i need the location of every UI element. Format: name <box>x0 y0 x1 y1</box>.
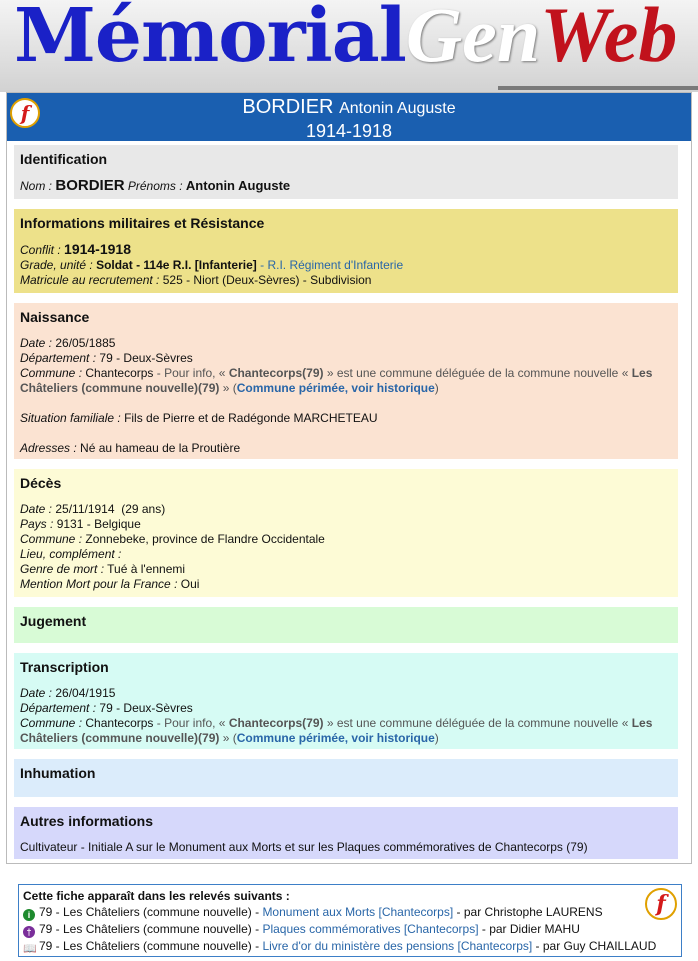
releve-link-livre[interactable]: Livre d'or du ministère des pensions [Chantecorps] <box>262 939 533 953</box>
prenoms-label: Prénoms : <box>127 179 183 193</box>
cross-plaque-icon: † <box>23 926 35 938</box>
fiche-frame <box>6 92 692 864</box>
commune-info: ) <box>434 381 439 395</box>
matricule-value: 525 - Niort (Deux-Sèvres) - Subdivision <box>162 273 372 287</box>
header-name <box>7 93 691 120</box>
autres-text: Cultivateur - Initiale A sur le Monument aux Morts et sur les Plaques commémoratives de Chantecorps (79) <box>20 840 588 854</box>
monument-icon: i <box>23 909 35 921</box>
mention-label: Mention Mort pour la France : <box>20 577 178 591</box>
commune-info: » est une commune déléguée de la commune nouvelle « <box>323 366 632 380</box>
naissance-departement-line <box>20 351 672 366</box>
commune-info: Chantecorps(79) <box>228 716 324 730</box>
logo-part-web: Web <box>540 0 678 78</box>
deces-genre-line <box>20 562 672 577</box>
adresses-line <box>20 441 672 456</box>
section-naissance <box>14 303 678 459</box>
conflit-label: Conflit : <box>20 243 61 257</box>
commune-historique-link[interactable]: Commune périmée, voir historique <box>236 731 435 745</box>
section-transcription <box>14 653 678 749</box>
naissance-date-line <box>20 336 672 351</box>
section-title: Identification <box>20 151 108 167</box>
commune-value: Chantecorps <box>85 366 154 380</box>
header-period: 1914-1918 <box>305 121 393 141</box>
f-icon[interactable]: f <box>645 888 677 920</box>
transcription-departement-line <box>20 701 672 716</box>
commune-info: Chantecorps(79) <box>228 366 324 380</box>
header-surname: BORDIER <box>242 96 334 118</box>
adresses-value: Né au hameau de la Proutière <box>80 441 241 455</box>
departement-value: 79 - Deux-Sèvres <box>99 701 193 715</box>
date-label: Date : <box>20 686 53 700</box>
commune-info: Les Châteliers (commune nouvelle)(79) <box>20 366 653 395</box>
releve-link-plaques[interactable]: Plaques commémoratives [Chantecorps] <box>262 922 479 936</box>
deces-commune-line <box>20 532 672 547</box>
logo-part-gen: Gen <box>405 0 541 78</box>
releve-author: - par Christophe LAURENS <box>453 905 603 919</box>
commune-label: Commune : <box>20 532 83 546</box>
date-label: Date : <box>20 336 53 350</box>
deces-lieu-line <box>20 547 672 562</box>
section-inhumation <box>14 759 678 797</box>
mention-value: Oui <box>180 577 200 591</box>
releve-place: 79 - Les Châteliers (commune nouvelle) - <box>39 905 263 919</box>
adresses-label: Adresses : <box>20 441 77 455</box>
deces-mention-line <box>20 577 672 592</box>
conflit-value: 1914-1918 <box>64 241 131 257</box>
section-militaire <box>14 209 678 293</box>
situation-value: Fils de Pierre et de Radégonde MARCHETEAU <box>124 411 378 425</box>
naissance-commune-line <box>20 366 672 396</box>
date-value: 26/05/1885 <box>55 336 116 350</box>
commune-value: Zonnebeke, province de Flandre Occidentale <box>85 532 325 546</box>
section-jugement <box>14 607 678 643</box>
section-identification <box>14 145 678 199</box>
date-value: 25/11/1914 (29 ans) <box>55 502 166 516</box>
commune-info: - Pour info, « <box>156 366 229 380</box>
section-autres <box>14 807 678 859</box>
commune-label: Commune : <box>20 716 83 730</box>
grade-label: Grade, unité : <box>20 258 93 272</box>
commune-value: Chantecorps <box>85 716 154 730</box>
releves-title: Cette fiche apparaît dans les relevés suivants : <box>23 889 290 903</box>
releves-box <box>18 884 682 957</box>
deces-date-line <box>20 502 672 517</box>
regiment-link[interactable]: - R.I. Régiment d'Infanterie <box>260 258 404 272</box>
grade-value: Soldat - 114e R.I. [Infanterie] <box>96 258 257 272</box>
pays-label: Pays : <box>20 517 54 531</box>
commune-historique-link[interactable]: Commune périmée, voir historique <box>236 381 435 395</box>
commune-info: » est une commune déléguée de la commune nouvelle « <box>323 716 632 730</box>
releve-item <box>23 921 677 938</box>
section-title: Autres informations <box>20 813 154 829</box>
section-title: Jugement <box>20 613 87 629</box>
memorialgenweb-logo[interactable] <box>14 0 678 79</box>
section-deces <box>14 469 678 597</box>
genre-value: Tué à l'ennemi <box>107 562 186 576</box>
prenoms-value: Antonin Auguste <box>185 178 291 193</box>
book-icon: 📖 <box>23 943 37 955</box>
commune-info: » ( <box>219 381 237 395</box>
commune-info: ) <box>434 731 439 745</box>
departement-value: 79 - Deux-Sèvres <box>99 351 193 365</box>
transcription-date-line <box>20 686 672 701</box>
genre-label: Genre de mort : <box>20 562 105 576</box>
releve-place: 79 - Les Châteliers (commune nouvelle) - <box>39 939 263 953</box>
section-title: Naissance <box>20 309 90 325</box>
section-title: Décès <box>20 475 62 491</box>
fiche-header <box>7 93 691 141</box>
releve-link-monument[interactable]: Monument aux Morts [Chantecorps] <box>262 905 454 919</box>
situation-line <box>20 411 672 426</box>
matricule-line <box>20 273 672 288</box>
f-icon[interactable]: f <box>10 98 40 128</box>
lieu-label: Lieu, complément : <box>20 547 122 561</box>
banner-divider <box>498 86 698 90</box>
date-value: 26/04/1915 <box>55 686 116 700</box>
grade-line <box>20 258 672 273</box>
conflit-line <box>20 242 672 258</box>
commune-label: Commune : <box>20 366 83 380</box>
situation-label: Situation familiale : <box>20 411 121 425</box>
nom-line <box>20 178 672 194</box>
departement-label: Département : <box>20 351 97 365</box>
releve-author: - par Guy CHAILLAUD <box>532 939 657 953</box>
releve-item <box>23 938 677 955</box>
banner <box>0 0 698 92</box>
commune-info: - Pour info, « <box>156 716 229 730</box>
section-title: Inhumation <box>20 765 96 781</box>
date-label: Date : <box>20 502 53 516</box>
commune-info: » ( <box>219 731 237 745</box>
releve-item <box>23 904 677 921</box>
releve-author: - par Didier MAHU <box>478 922 580 936</box>
transcription-commune-line <box>20 716 672 746</box>
departement-label: Département : <box>20 701 97 715</box>
nom-value: BORDIER <box>55 177 125 194</box>
nom-label: Nom : <box>20 179 53 193</box>
commune-info: Les Châteliers (commune nouvelle)(79) <box>20 716 653 745</box>
logo-part-memorial: Mémorial <box>14 0 406 79</box>
section-title: Transcription <box>20 659 109 675</box>
header-firstnames: Antonin Auguste <box>339 100 456 117</box>
pays-value: 9131 - Belgique <box>56 517 141 531</box>
section-title: Informations militaires et Résistance <box>20 215 265 231</box>
matricule-label: Matricule au recrutement : <box>20 273 160 287</box>
releve-place: 79 - Les Châteliers (commune nouvelle) - <box>39 922 263 936</box>
deces-pays-line <box>20 517 672 532</box>
